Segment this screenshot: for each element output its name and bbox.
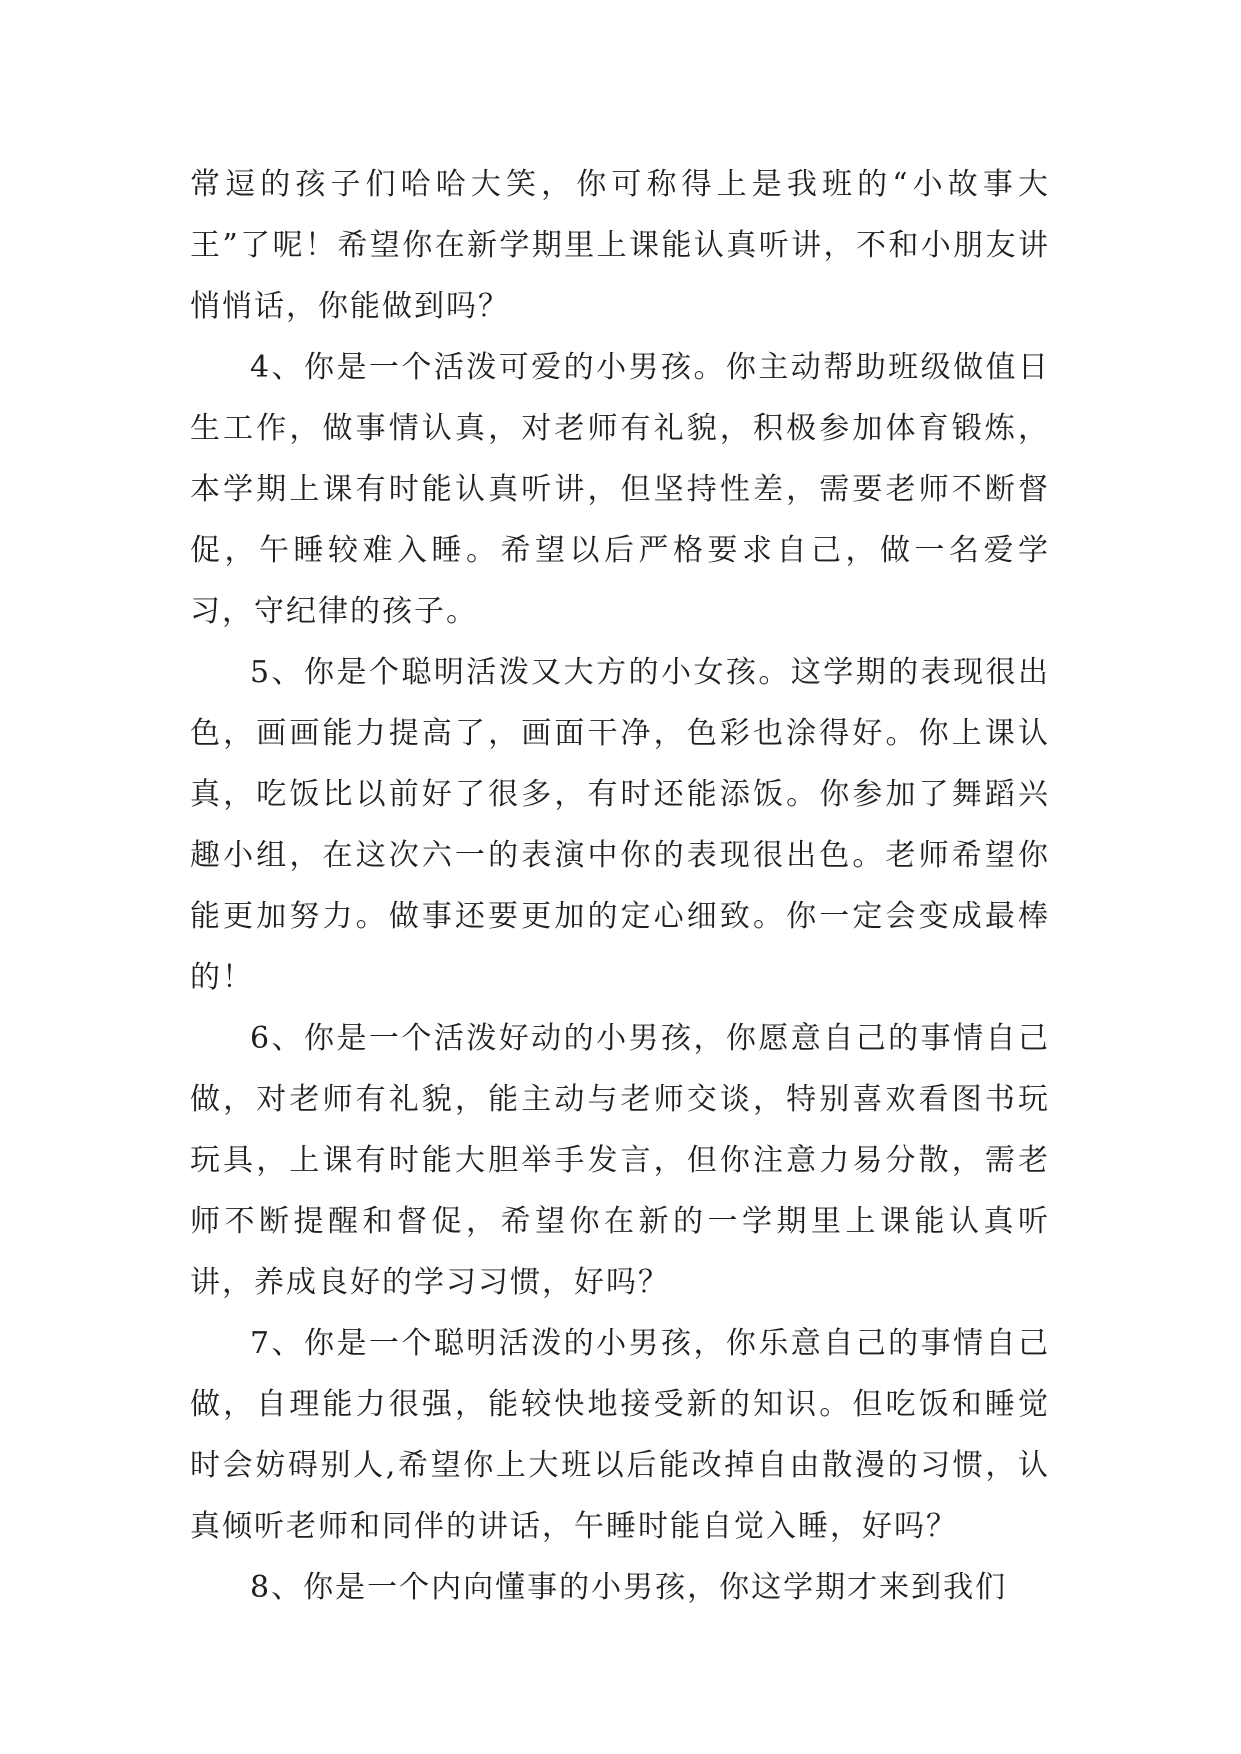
paragraph-item-4: 4、你是一个活泼可爱的小男孩。你主动帮助班级做值日生工作，做事情认真，对老师有礼貌，积极参加体育锻炼，本学期上课有时能认真听讲，但坚持性差，需要老师不断督促，午睡较难入睡。希望以后严格要求自己，做一名爱学习，守纪律的孩子。	[190, 350, 1050, 629]
document-body	[190, 154, 1050, 1618]
paragraph-item-6: 6、你是一个活泼好动的小男孩，你愿意自己的事情自己做，对老师有礼貌，能主动与老师交谈，特别喜欢看图书玩玩具，上课有时能大胆举手发言，但你注意力易分散，需老师不断提醒和督促，希望你在新的一学期里上课能认真听讲，养成良好的学习习惯，好吗？	[190, 1021, 1050, 1300]
paragraph-item-8: 8、你是一个内向懂事的小男孩，你这学期才来到我们	[250, 1570, 1008, 1605]
paragraph-item-5: 5、你是个聪明活泼又大方的小女孩。这学期的表现很出色，画画能力提高了，画面干净，色彩也涂得好。你上课认真，吃饭比以前好了很多，有时还能添饭。你参加了舞蹈兴趣小组，在这次六一的表演中你的表现很出色。老师希望你能更加努力。做事还要更加的定心细致。你一定会变成最棒的！	[190, 655, 1050, 995]
paragraph-continued: 常逗的孩子们哈哈大笑，你可称得上是我班的“小故事大王”了呢！希望你在新学期里上课能认真听讲，不和小朋友讲悄悄话，你能做到吗？	[190, 167, 1050, 324]
paragraph-item-7: 7、你是一个聪明活泼的小男孩，你乐意自己的事情自己做，自理能力很强，能较快地接受新的知识。但吃饭和睡觉时会妨碍别人,希望你上大班以后能改掉自由散漫的习惯，认真倾听老师和同伴的讲话，午睡时能自觉入睡，好吗？	[190, 1326, 1050, 1544]
